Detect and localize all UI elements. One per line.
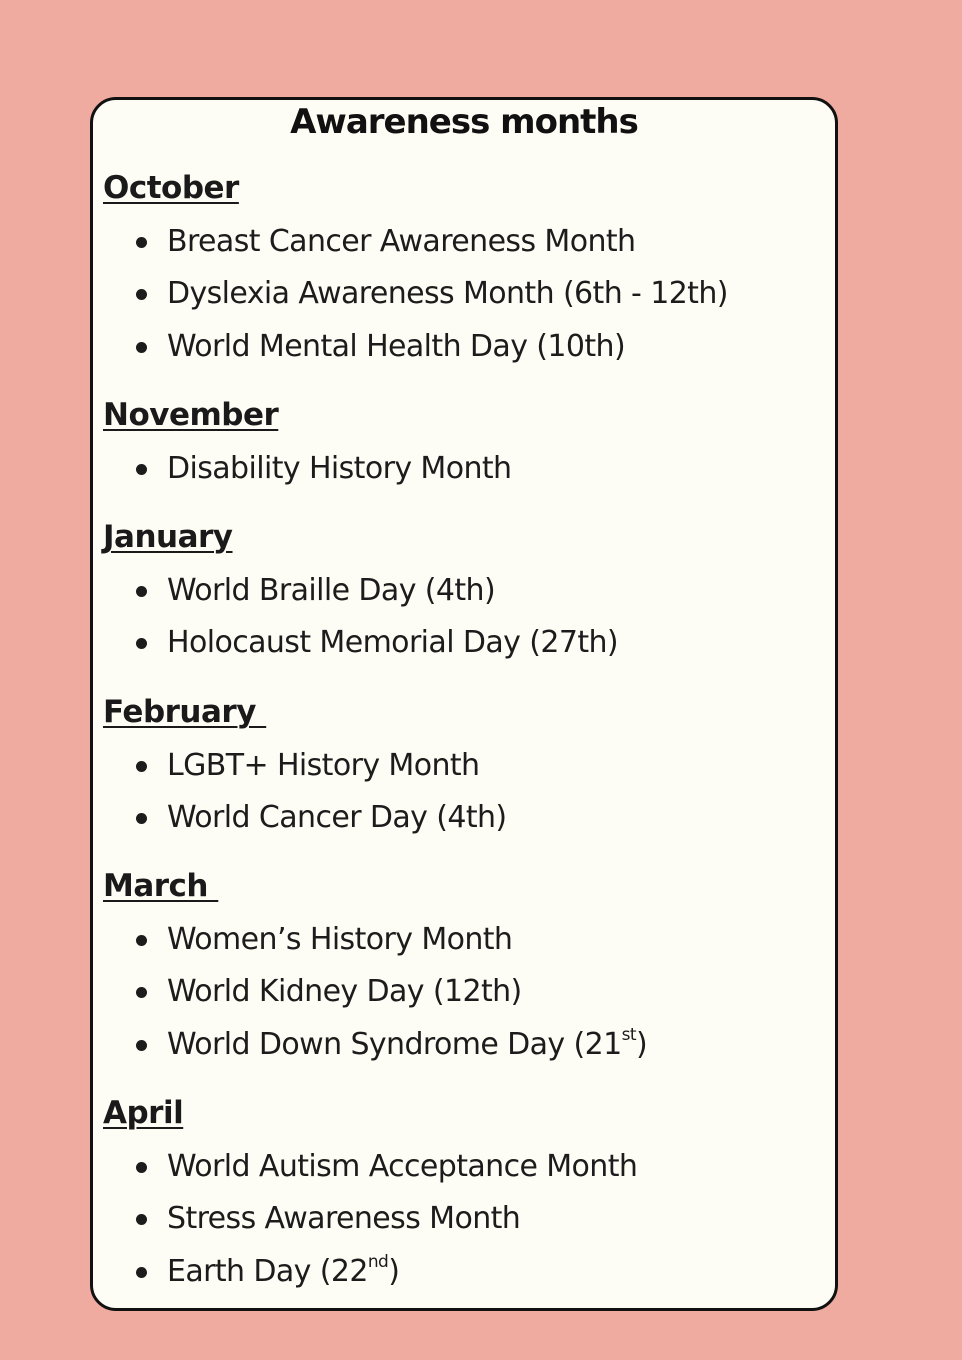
bullet-icon xyxy=(136,1267,147,1278)
card-title: Awareness months xyxy=(290,102,638,142)
list-item xyxy=(93,1141,835,1193)
ordinal-suffix: st xyxy=(621,1024,636,1045)
bullet-icon xyxy=(136,813,147,824)
bullet-icon xyxy=(136,586,147,597)
list-item xyxy=(93,216,835,268)
item-text-closing: ) xyxy=(635,1026,648,1062)
item-text: World Braille Day (4th) xyxy=(167,573,496,608)
month-heading-february: February xyxy=(103,694,267,730)
awareness-card xyxy=(90,97,838,1311)
october-list xyxy=(93,216,835,373)
bullet-icon xyxy=(136,342,147,353)
february-list xyxy=(93,740,835,845)
bullet-icon xyxy=(136,237,147,248)
item-text: World Cancer Day (4th) xyxy=(167,800,507,836)
bullet-icon xyxy=(136,638,147,649)
item-text: Disability History Month xyxy=(167,451,512,486)
bullet-icon xyxy=(136,935,147,946)
november-list xyxy=(93,443,835,495)
list-item xyxy=(93,565,835,617)
month-heading-november: November xyxy=(103,397,279,433)
bullet-icon xyxy=(136,987,147,998)
item-text: Holocaust Memorial Day (27th) xyxy=(167,625,618,661)
item-text: World Autism Acceptance Month xyxy=(167,1149,638,1184)
month-heading-march: March xyxy=(103,868,219,904)
list-item xyxy=(93,740,835,792)
item-text: World Mental Health Day (10th) xyxy=(167,328,626,364)
list-item xyxy=(93,1019,835,1071)
item-text: Earth Day (22 xyxy=(167,1253,368,1289)
bullet-icon xyxy=(136,289,147,300)
bullet-icon xyxy=(136,1162,147,1173)
list-item xyxy=(93,1246,835,1298)
month-heading-october: October xyxy=(103,170,239,206)
item-text: Dyslexia Awareness Month (6th - 12th) xyxy=(167,276,728,312)
bullet-icon xyxy=(136,464,147,475)
list-item xyxy=(93,321,835,373)
bullet-icon xyxy=(136,1040,147,1051)
march-list xyxy=(93,914,835,1071)
list-item xyxy=(93,914,835,966)
item-text: Stress Awareness Month xyxy=(167,1201,521,1237)
bullet-icon xyxy=(136,761,147,772)
april-list xyxy=(93,1141,835,1298)
item-text: Breast Cancer Awareness Month xyxy=(167,224,636,259)
item-text-closing: ) xyxy=(388,1253,400,1289)
bullet-icon xyxy=(136,1214,147,1225)
list-item xyxy=(93,268,835,320)
item-text: World Down Syndrome Day (21 xyxy=(167,1026,622,1062)
month-heading-april: April xyxy=(103,1095,184,1131)
item-text: Women’s History Month xyxy=(167,922,513,957)
list-item xyxy=(93,617,835,669)
list-item xyxy=(93,966,835,1018)
ordinal-suffix: nd xyxy=(367,1251,389,1272)
item-text: World Kidney Day (12th) xyxy=(167,974,522,1010)
january-list xyxy=(93,565,835,670)
month-heading-january: January xyxy=(103,519,233,555)
item-text: LGBT+ History Month xyxy=(167,748,480,783)
list-item xyxy=(93,792,835,844)
list-item xyxy=(93,443,835,495)
list-item xyxy=(93,1193,835,1245)
